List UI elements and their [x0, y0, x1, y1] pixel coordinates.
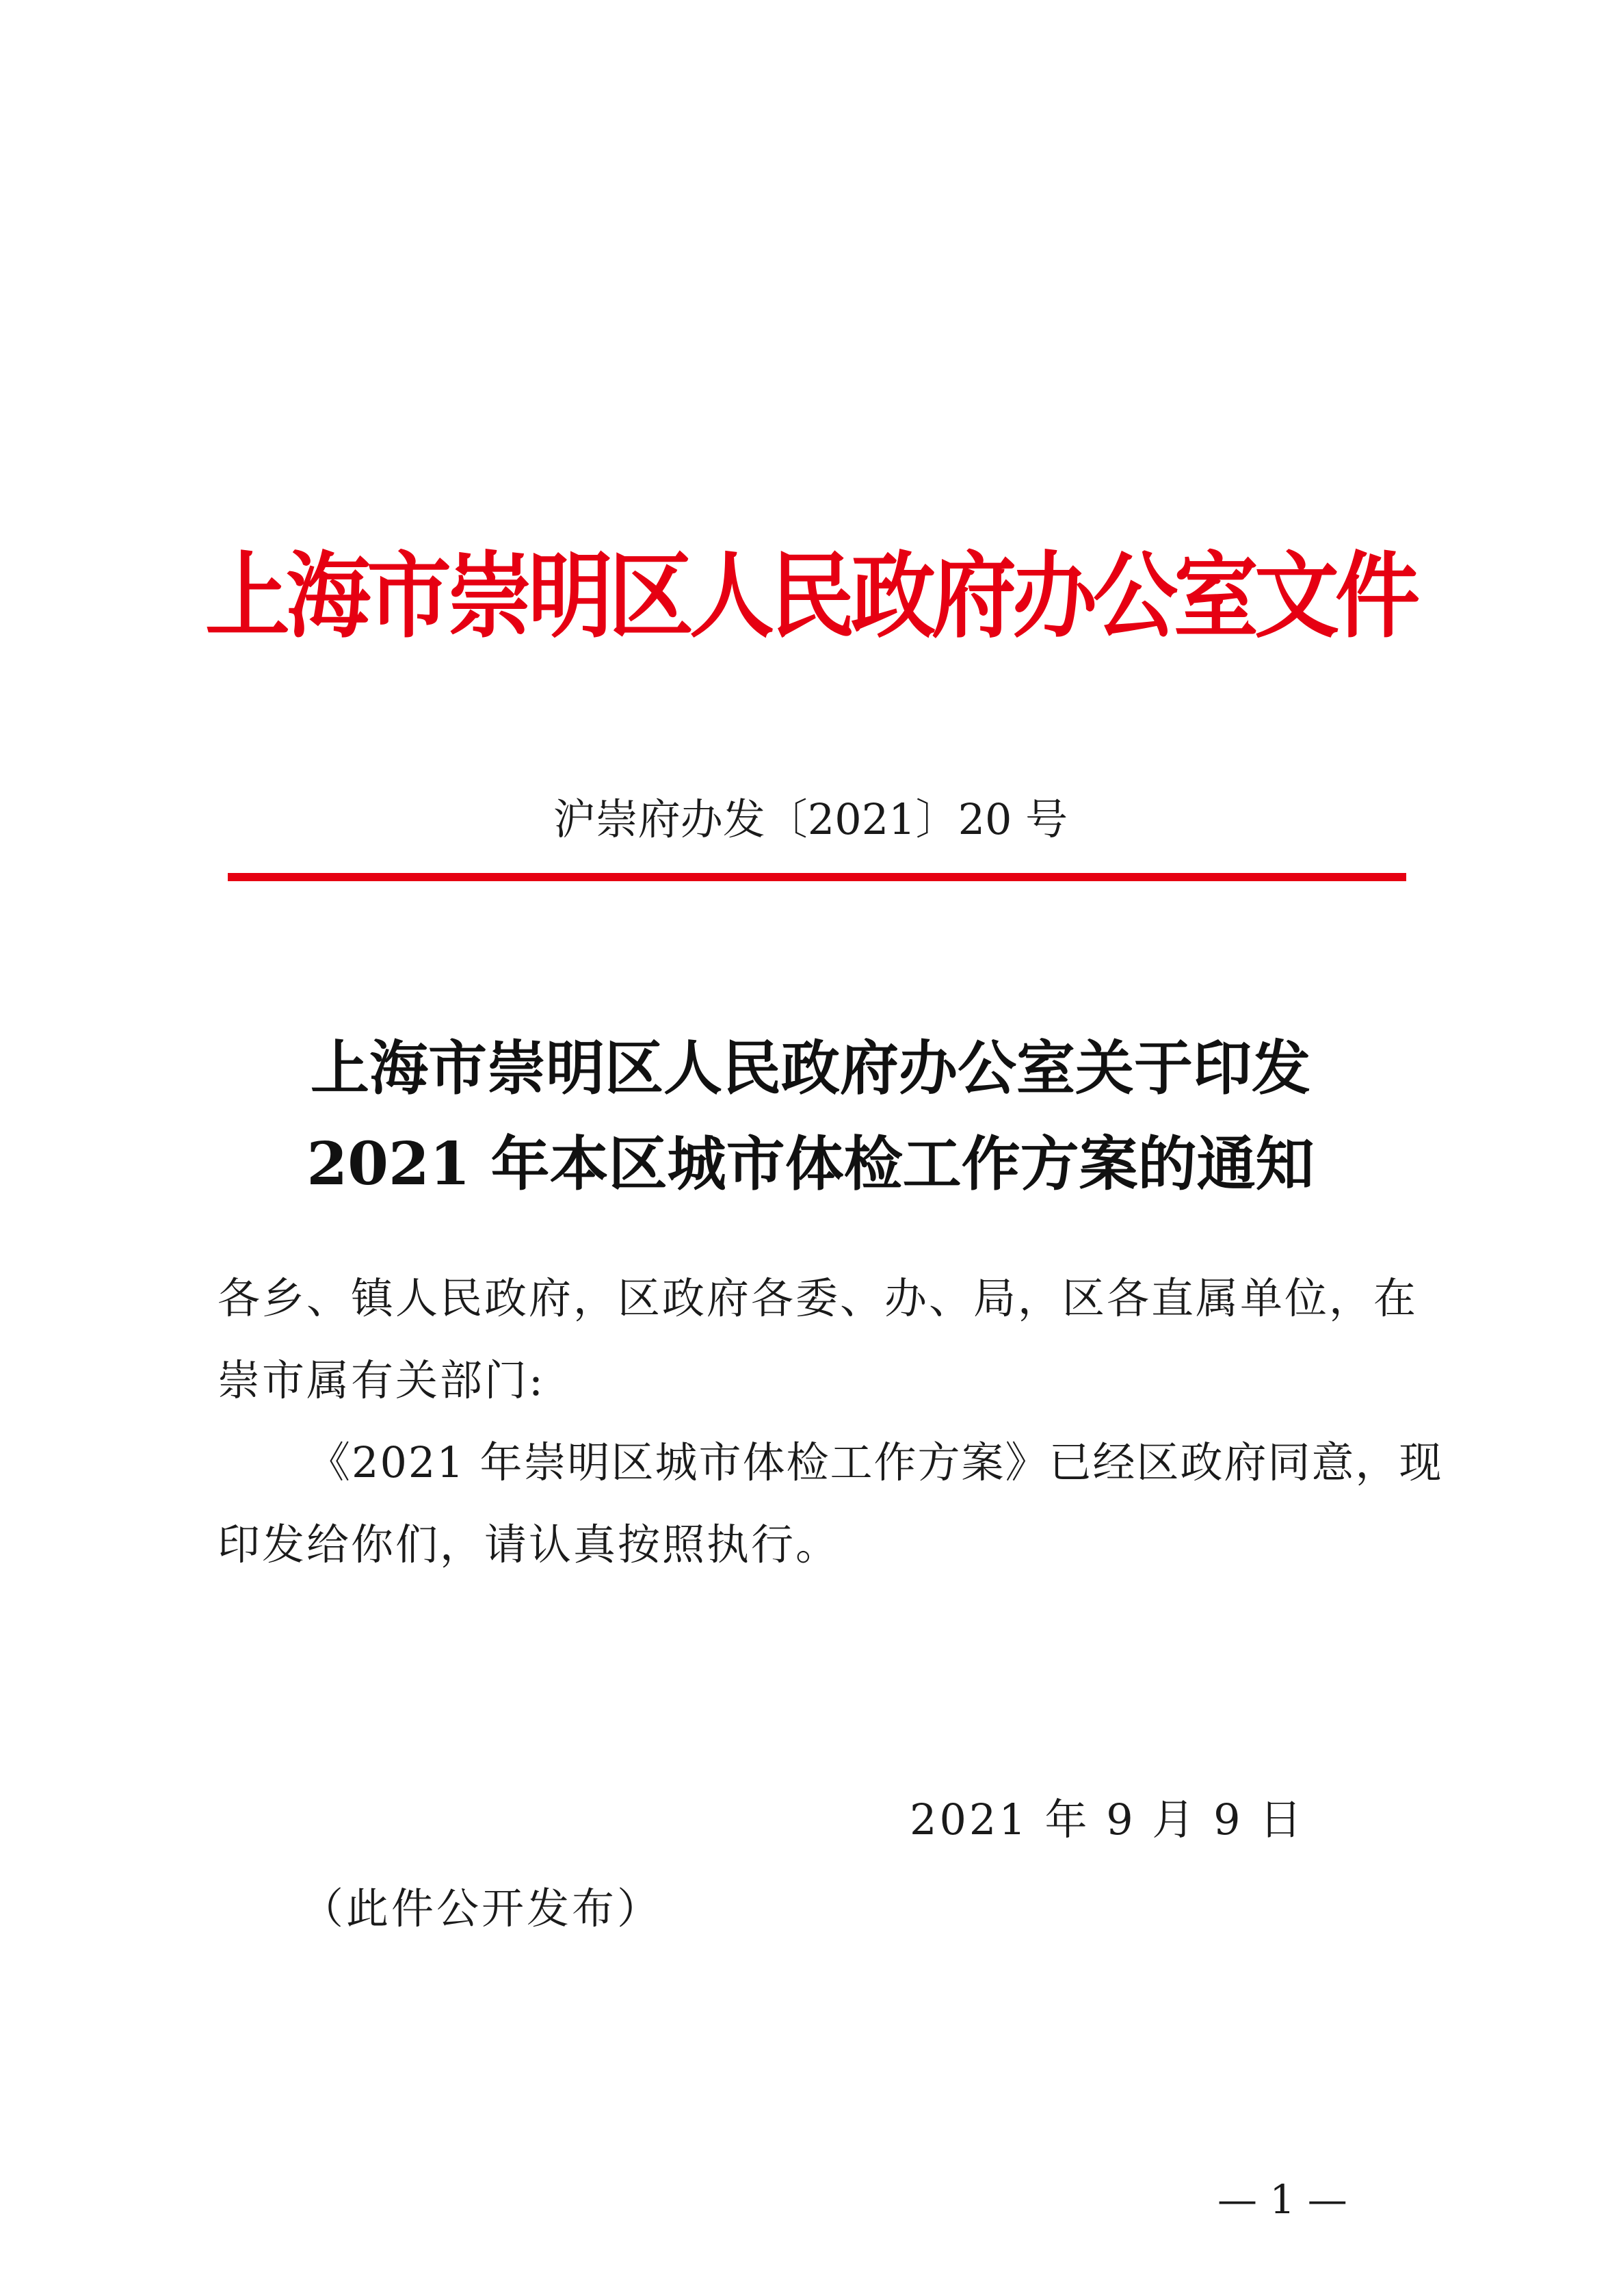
issuer-banner: 上海市崇明区人民政府办公室文件: [205, 542, 1416, 651]
document-title: [0, 1021, 1621, 1212]
page-number: — 1 —: [1217, 2176, 1347, 2223]
body-paragraph-line-1: 《2021 年崇明区城市体检工作方案》已经区政府同意，现: [308, 1437, 1443, 1487]
publication-note: （此件公开发布）: [301, 1883, 663, 1933]
addressee-line-2: 崇市属有关部门:: [218, 1355, 545, 1405]
body-paragraph-line-2: 印发给你们，请认真按照执行。: [218, 1519, 841, 1569]
addressee-line-1: 各乡、镇人民政府，区政府各委、办、局，区各直属单位，在: [218, 1273, 1419, 1323]
issue-date: 2021 年 9 月 9 日: [910, 1795, 1305, 1844]
title-line-1: 上海市崇明区人民政府办公室关于印发: [311, 1034, 1310, 1103]
red-divider-line: [228, 873, 1406, 881]
document-number: 沪崇府办发〔2021〕20 号: [553, 794, 1068, 844]
title-line-2: 2021 年本区城市体检工作方案的通知: [306, 1130, 1315, 1199]
